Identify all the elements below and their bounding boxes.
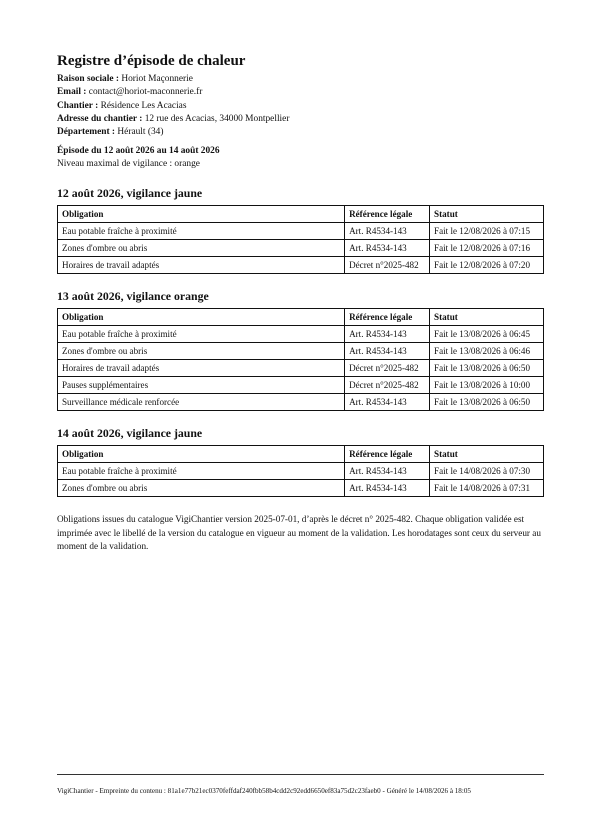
- status-cell: Fait le 12/08/2026 à 07:15: [430, 223, 544, 240]
- document-page: [57, 52, 544, 554]
- obligation-cell: Horaires de travail adaptés: [58, 360, 345, 377]
- meta-label: Email :: [57, 87, 87, 98]
- meta-value: Hérault (34): [117, 127, 164, 138]
- reference-cell: Art. R4534-143: [345, 394, 430, 411]
- table-header-row: [58, 309, 544, 326]
- reference-cell: Décret n°2025-482: [345, 257, 430, 274]
- meta-line: [57, 126, 544, 139]
- table-row: [58, 257, 544, 274]
- meta-label: Raison sociale :: [57, 74, 119, 84]
- status-cell: Fait le 12/08/2026 à 07:20: [430, 257, 544, 274]
- table-row: [58, 394, 544, 411]
- daily-sections: [57, 186, 544, 497]
- column-header-obligation: Obligation: [58, 206, 345, 223]
- meta-value: contact@horiot-maconnerie.fr: [88, 87, 203, 98]
- obligations-table: [57, 308, 544, 411]
- obligation-cell: Zones d'ombre ou abris: [58, 240, 345, 257]
- obligation-cell: Zones d'ombre ou abris: [58, 480, 345, 497]
- page-title: Registre d’épisode de chaleur: [57, 53, 246, 69]
- obligation-cell: Eau potable fraîche à proximité: [58, 463, 345, 480]
- table-row: [58, 343, 544, 360]
- table-row: [58, 360, 544, 377]
- column-header-obligation: Obligation: [58, 446, 345, 463]
- day-section: [57, 186, 544, 274]
- meta-label: Département :: [57, 127, 116, 138]
- table-row: [58, 480, 544, 497]
- column-header-reference: Référence légale: [345, 446, 430, 463]
- day-section: [57, 289, 544, 411]
- status-cell: Fait le 14/08/2026 à 07:31: [430, 480, 544, 497]
- meta-value: Résidence Les Acacias: [100, 100, 187, 111]
- reference-cell: Art. R4534-143: [345, 326, 430, 343]
- obligation-cell: Pauses supplémentaires: [58, 377, 345, 394]
- reference-cell: Décret n°2025-482: [345, 360, 430, 377]
- footer-divider: [57, 774, 544, 775]
- reference-cell: Art. R4534-143: [345, 343, 430, 360]
- reference-cell: Art. R4534-143: [345, 223, 430, 240]
- table-header-row: [58, 446, 544, 463]
- episode-level: Niveau maximal de vigilance : orange: [57, 159, 200, 170]
- obligation-cell: Eau potable fraîche à proximité: [58, 223, 345, 240]
- meta-line: [57, 73, 544, 86]
- day-section: [57, 426, 544, 497]
- status-cell: Fait le 13/08/2026 à 06:50: [430, 360, 544, 377]
- table-row: [58, 463, 544, 480]
- obligation-cell: Zones d'ombre ou abris: [58, 343, 345, 360]
- table-header-row: [58, 206, 544, 223]
- status-cell: Fait le 13/08/2026 à 06:50: [430, 394, 544, 411]
- column-header-status: Statut: [430, 446, 544, 463]
- day-heading: 14 août 2026, vigilance jaune: [57, 426, 203, 441]
- meta-value: 12 rue des Acacias, 34000 Montpellier: [144, 113, 290, 124]
- status-cell: Fait le 13/08/2026 à 10:00: [430, 377, 544, 394]
- company-info: [57, 73, 544, 139]
- column-header-obligation: Obligation: [58, 309, 345, 326]
- meta-line: [57, 100, 544, 113]
- column-header-status: Statut: [430, 206, 544, 223]
- status-cell: Fait le 14/08/2026 à 07:30: [430, 463, 544, 480]
- table-row: [58, 326, 544, 343]
- catalog-note: Obligations issues du catalogue VigiChantier version 2025-07-01, d’après le décret n° 2025-482. Chaque obligation validée est imprimée avec le libellé de la version du catalogue en vigueur au moment de la validation. Les horodatages sont ceux du serveur au moment de la validation.: [57, 514, 541, 552]
- meta-value: Horiot Maçonnerie: [121, 74, 193, 84]
- column-header-reference: Référence légale: [345, 206, 430, 223]
- reference-cell: Décret n°2025-482: [345, 377, 430, 394]
- obligations-table: [57, 445, 544, 497]
- obligations-table: [57, 205, 544, 274]
- meta-label: Chantier :: [57, 100, 99, 111]
- table-row: [58, 377, 544, 394]
- episode-title: Épisode du 12 août 2026 au 14 août 2026: [57, 146, 220, 157]
- table-row: [58, 240, 544, 257]
- meta-label: Adresse du chantier :: [57, 113, 143, 124]
- episode-summary: [57, 145, 544, 171]
- meta-line: [57, 86, 544, 99]
- reference-cell: Art. R4534-143: [345, 463, 430, 480]
- day-heading: 12 août 2026, vigilance jaune: [57, 186, 203, 201]
- obligation-cell: Eau potable fraîche à proximité: [58, 326, 345, 343]
- reference-cell: Art. R4534-143: [345, 240, 430, 257]
- day-heading: 13 août 2026, vigilance orange: [57, 289, 209, 304]
- table-row: [58, 223, 544, 240]
- obligation-cell: Surveillance médicale renforcée: [58, 394, 345, 411]
- reference-cell: Art. R4534-143: [345, 480, 430, 497]
- meta-line: [57, 113, 544, 126]
- status-cell: Fait le 13/08/2026 à 06:45: [430, 326, 544, 343]
- column-header-status: Statut: [430, 309, 544, 326]
- footer-text: VigiChantier - Empreinte du contenu : 81a1e77b21ec0370feffdaf240fbb58b4cdd2c92edd6650ef83a75d2c23faeb0 - Généré le 14/08/2026 à 18:05: [57, 787, 471, 795]
- status-cell: Fait le 12/08/2026 à 07:16: [430, 240, 544, 257]
- column-header-reference: Référence légale: [345, 309, 430, 326]
- status-cell: Fait le 13/08/2026 à 06:46: [430, 343, 544, 360]
- obligation-cell: Horaires de travail adaptés: [58, 257, 345, 274]
